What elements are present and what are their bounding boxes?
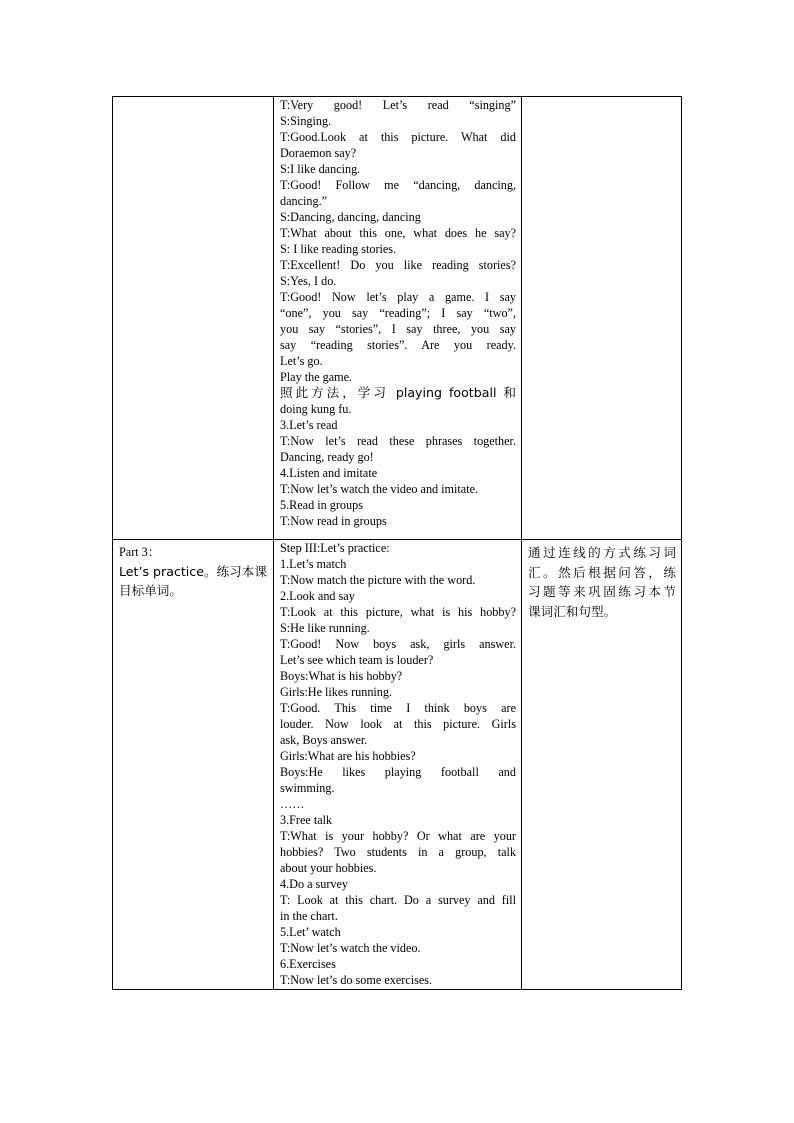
- table-row: [113, 97, 682, 540]
- table-row: [113, 540, 682, 990]
- step-line: T:Now let’s watch the video.: [280, 941, 421, 955]
- step-line: T:What is your hobby? Or what are your: [280, 829, 516, 843]
- step-line: you say “stories”, I say three, you say: [280, 322, 516, 336]
- part-cell: [113, 540, 274, 990]
- step-line: 4.Listen and imitate: [280, 466, 378, 480]
- step-line: 3.Let’s read: [280, 418, 338, 432]
- step-line: 照此方法，学习 playing football 和: [280, 385, 516, 400]
- step-line: T:Very good! Let’s read “singing”: [280, 98, 516, 112]
- step-line: in the chart.: [280, 909, 338, 923]
- step-line: T:Now match the picture with the word.: [280, 573, 476, 587]
- step-line: 2.Look and say: [280, 589, 355, 603]
- step-line: 3.Free talk: [280, 813, 333, 827]
- step-line: T:Good! Now let’s play a game. I say: [280, 290, 516, 304]
- lesson-plan-table: [112, 96, 682, 990]
- step-line: Step III:Let’s practice:: [280, 541, 390, 555]
- step-line: Boys:What is his hobby?: [280, 669, 403, 683]
- step-line: 4.Do a survey: [280, 877, 349, 891]
- step-line: 1.Let’s match: [280, 557, 347, 571]
- step-line: 6.Exercises: [280, 957, 336, 971]
- step-line: S:I like dancing.: [280, 162, 361, 176]
- step-line: ask, Boys answer.: [280, 733, 368, 747]
- step-line: Girls:What are his hobbies?: [280, 749, 416, 763]
- step-line: T:Now let’s watch the video and imitate.: [280, 482, 479, 496]
- step-line: doing kung fu.: [280, 402, 352, 416]
- steps-cell: [274, 540, 522, 990]
- step-line: Play the game.: [280, 370, 353, 384]
- notes-cell: [522, 97, 682, 540]
- step-line: T:Look at this picture, what is his hobby?: [280, 605, 516, 619]
- step-line: Boys:He likes playing football and: [280, 765, 516, 779]
- step-line: 5.Let’ watch: [280, 925, 341, 939]
- step-line: S:Singing.: [280, 114, 332, 128]
- step-line: T:Now read in groups: [280, 514, 387, 528]
- step-line: T: Look at this chart. Do a survey and fill: [280, 893, 516, 907]
- step-line: T:Excellent! Do you like reading stories?: [280, 258, 516, 272]
- part-cell: [113, 97, 274, 540]
- step-line: hobbies? Two students in a group, talk: [280, 845, 516, 859]
- part-description: Let’s practice。练习本课: [119, 564, 267, 579]
- step-line: about your hobbies.: [280, 861, 377, 875]
- step-line: S:Dancing, dancing, dancing: [280, 210, 421, 224]
- step-line: Doraemon say?: [280, 146, 357, 160]
- note-line: 习题等来巩固练习本节: [528, 584, 676, 599]
- step-line: S: I like reading stories.: [280, 242, 397, 256]
- step-line: S:Yes, I do.: [280, 274, 337, 288]
- step-line: swimming.: [280, 781, 335, 795]
- step-line: Let’s go.: [280, 354, 323, 368]
- step-line: T:Good! Follow me “dancing, dancing,: [280, 178, 516, 192]
- part-title: Part 3：: [119, 545, 160, 559]
- step-line: T:Good. This time I think boys are: [280, 701, 516, 715]
- notes-cell: [522, 540, 682, 990]
- step-line: T:Good! Now boys ask, girls answer.: [280, 637, 516, 651]
- step-line: T:Now let’s do some exercises.: [280, 973, 433, 987]
- step-line: Dancing, ready go!: [280, 450, 374, 464]
- step-line: dancing.”: [280, 194, 328, 208]
- step-line: Girls:He likes running.: [280, 685, 393, 699]
- steps-cell: [274, 97, 522, 540]
- step-line: ……: [280, 797, 305, 811]
- part-description: 目标单词。: [119, 583, 182, 598]
- step-line: louder. Now look at this picture. Girls: [280, 717, 516, 731]
- step-line: Let’s see which team is louder?: [280, 653, 434, 667]
- step-line: T:What about this one, what does he say?: [280, 226, 516, 240]
- step-line: T:Good.Look at this picture. What did: [280, 130, 516, 144]
- step-line: S:He like running.: [280, 621, 370, 635]
- note-line: 汇。然后根据问答，练: [528, 564, 676, 580]
- step-line: T:Now let’s read these phrases together.: [280, 434, 516, 448]
- note-line: 通过连线的方式练习词: [528, 545, 676, 560]
- step-line: 5.Read in groups: [280, 498, 363, 512]
- step-line: say “reading stories”. Are you ready.: [280, 338, 516, 352]
- note-line: 课词汇和句型。: [528, 603, 617, 619]
- step-line: “one”, you say “reading”; I say “two”,: [280, 306, 516, 320]
